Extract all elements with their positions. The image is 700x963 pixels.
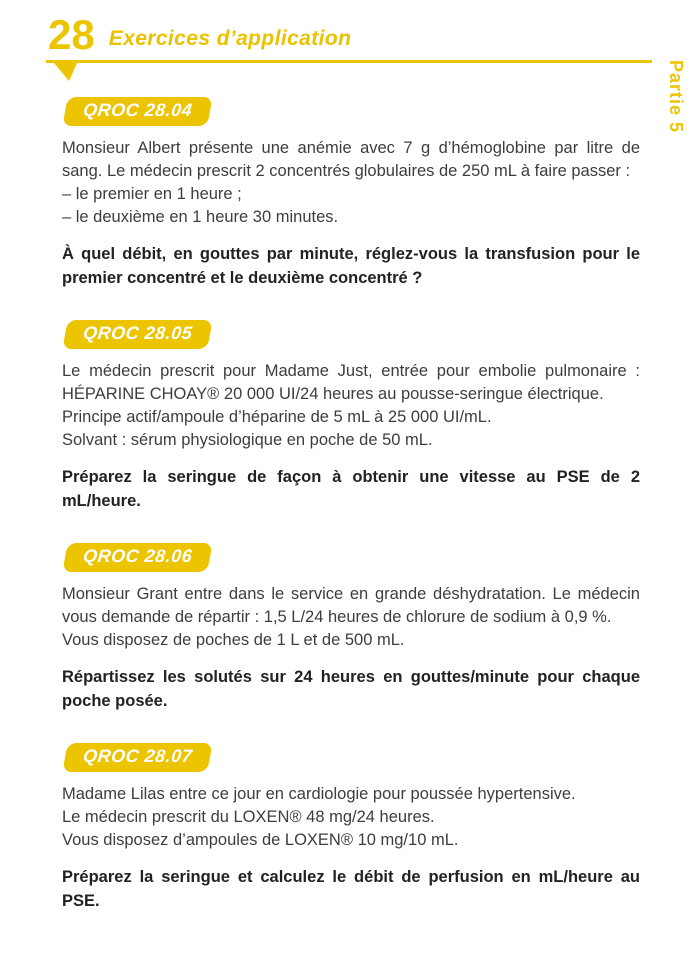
exercise-question: Préparez la seringue et calculez le débit de perfusion en mL/heure au PSE.: [62, 868, 640, 910]
page-number: 28: [48, 11, 95, 58]
exercise-paragraph: Monsieur Albert présente une anémie avec 7 g d’hémoglobine par litre de sang. Le médecin prescrit 2 concentrés globulaires de 250 mL à faire passer :: [62, 139, 640, 180]
exercise-question: Préparez la seringue de façon à obtenir une vitesse au PSE de 2 mL/heure.: [62, 468, 640, 510]
exercise-list-item: – le deuxième en 1 heure 30 minutes.: [62, 208, 339, 226]
exercise-badge: [62, 320, 212, 349]
exercise-paragraph: Principe actif/ampoule d’héparine de 5 mL à 25 000 UI/mL.: [62, 408, 492, 426]
page-header: [48, 11, 640, 58]
exercise-paragraph: Le médecin prescrit du LOXEN® 48 mg/24 heures.: [62, 808, 435, 826]
exercise-badge-label: QROC 28.06: [82, 546, 194, 566]
exercise-paragraph: Vous disposez d’ampoules de LOXEN® 10 mg/10 mL.: [62, 831, 459, 849]
header-notch-triangle: [54, 63, 77, 81]
exercise-question: À quel débit, en gouttes par minute, réglez-vous la transfusion pour le premier concentré et le deuxième concentré ?: [62, 245, 640, 287]
part-label: Partie 5: [666, 60, 686, 134]
header-rule: [46, 60, 652, 63]
exercise-list-item: – le premier en 1 heure ;: [62, 185, 242, 203]
exercise-badge: [62, 743, 212, 772]
exercise-qroc-28-06: [62, 543, 640, 713]
exercise-badge: [62, 97, 212, 126]
chapter-title: Exercices d’application: [108, 27, 352, 50]
exercise-badge-label: QROC 28.05: [82, 323, 194, 343]
exercise-paragraph: Le médecin prescrit pour Madame Just, entrée pour embolie pulmonaire : HÉPARINE CHOAY® 20 000 UI/24 heures au pousse-seringue électrique.: [62, 362, 640, 403]
exercise-qroc-28-04: [62, 97, 640, 290]
exercise-qroc-28-05: [62, 320, 640, 513]
exercise-paragraph: Monsieur Grant entre dans le service en grande déshydratation. Le médecin vous demande de répartir : 1,5 L/24 heures de chlorure de sodium à 0,9 %.: [62, 585, 640, 626]
exercise-badge-label: QROC 28.04: [82, 100, 194, 120]
exercise-paragraph: Madame Lilas entre ce jour en cardiologie pour poussée hypertensive.: [62, 785, 576, 803]
exercise-paragraph: Solvant : sérum physiologique en poche de 50 mL.: [62, 431, 433, 449]
exercise-badge: [62, 543, 212, 572]
exercise-badge-label: QROC 28.07: [82, 746, 194, 766]
exercise-qroc-28-07: [62, 743, 640, 913]
exercise-question: Répartissez les solutés sur 24 heures en gouttes/minute pour chaque poche posée.: [62, 668, 640, 710]
exercise-paragraph: Vous disposez de poches de 1 L et de 500 mL.: [62, 631, 405, 649]
